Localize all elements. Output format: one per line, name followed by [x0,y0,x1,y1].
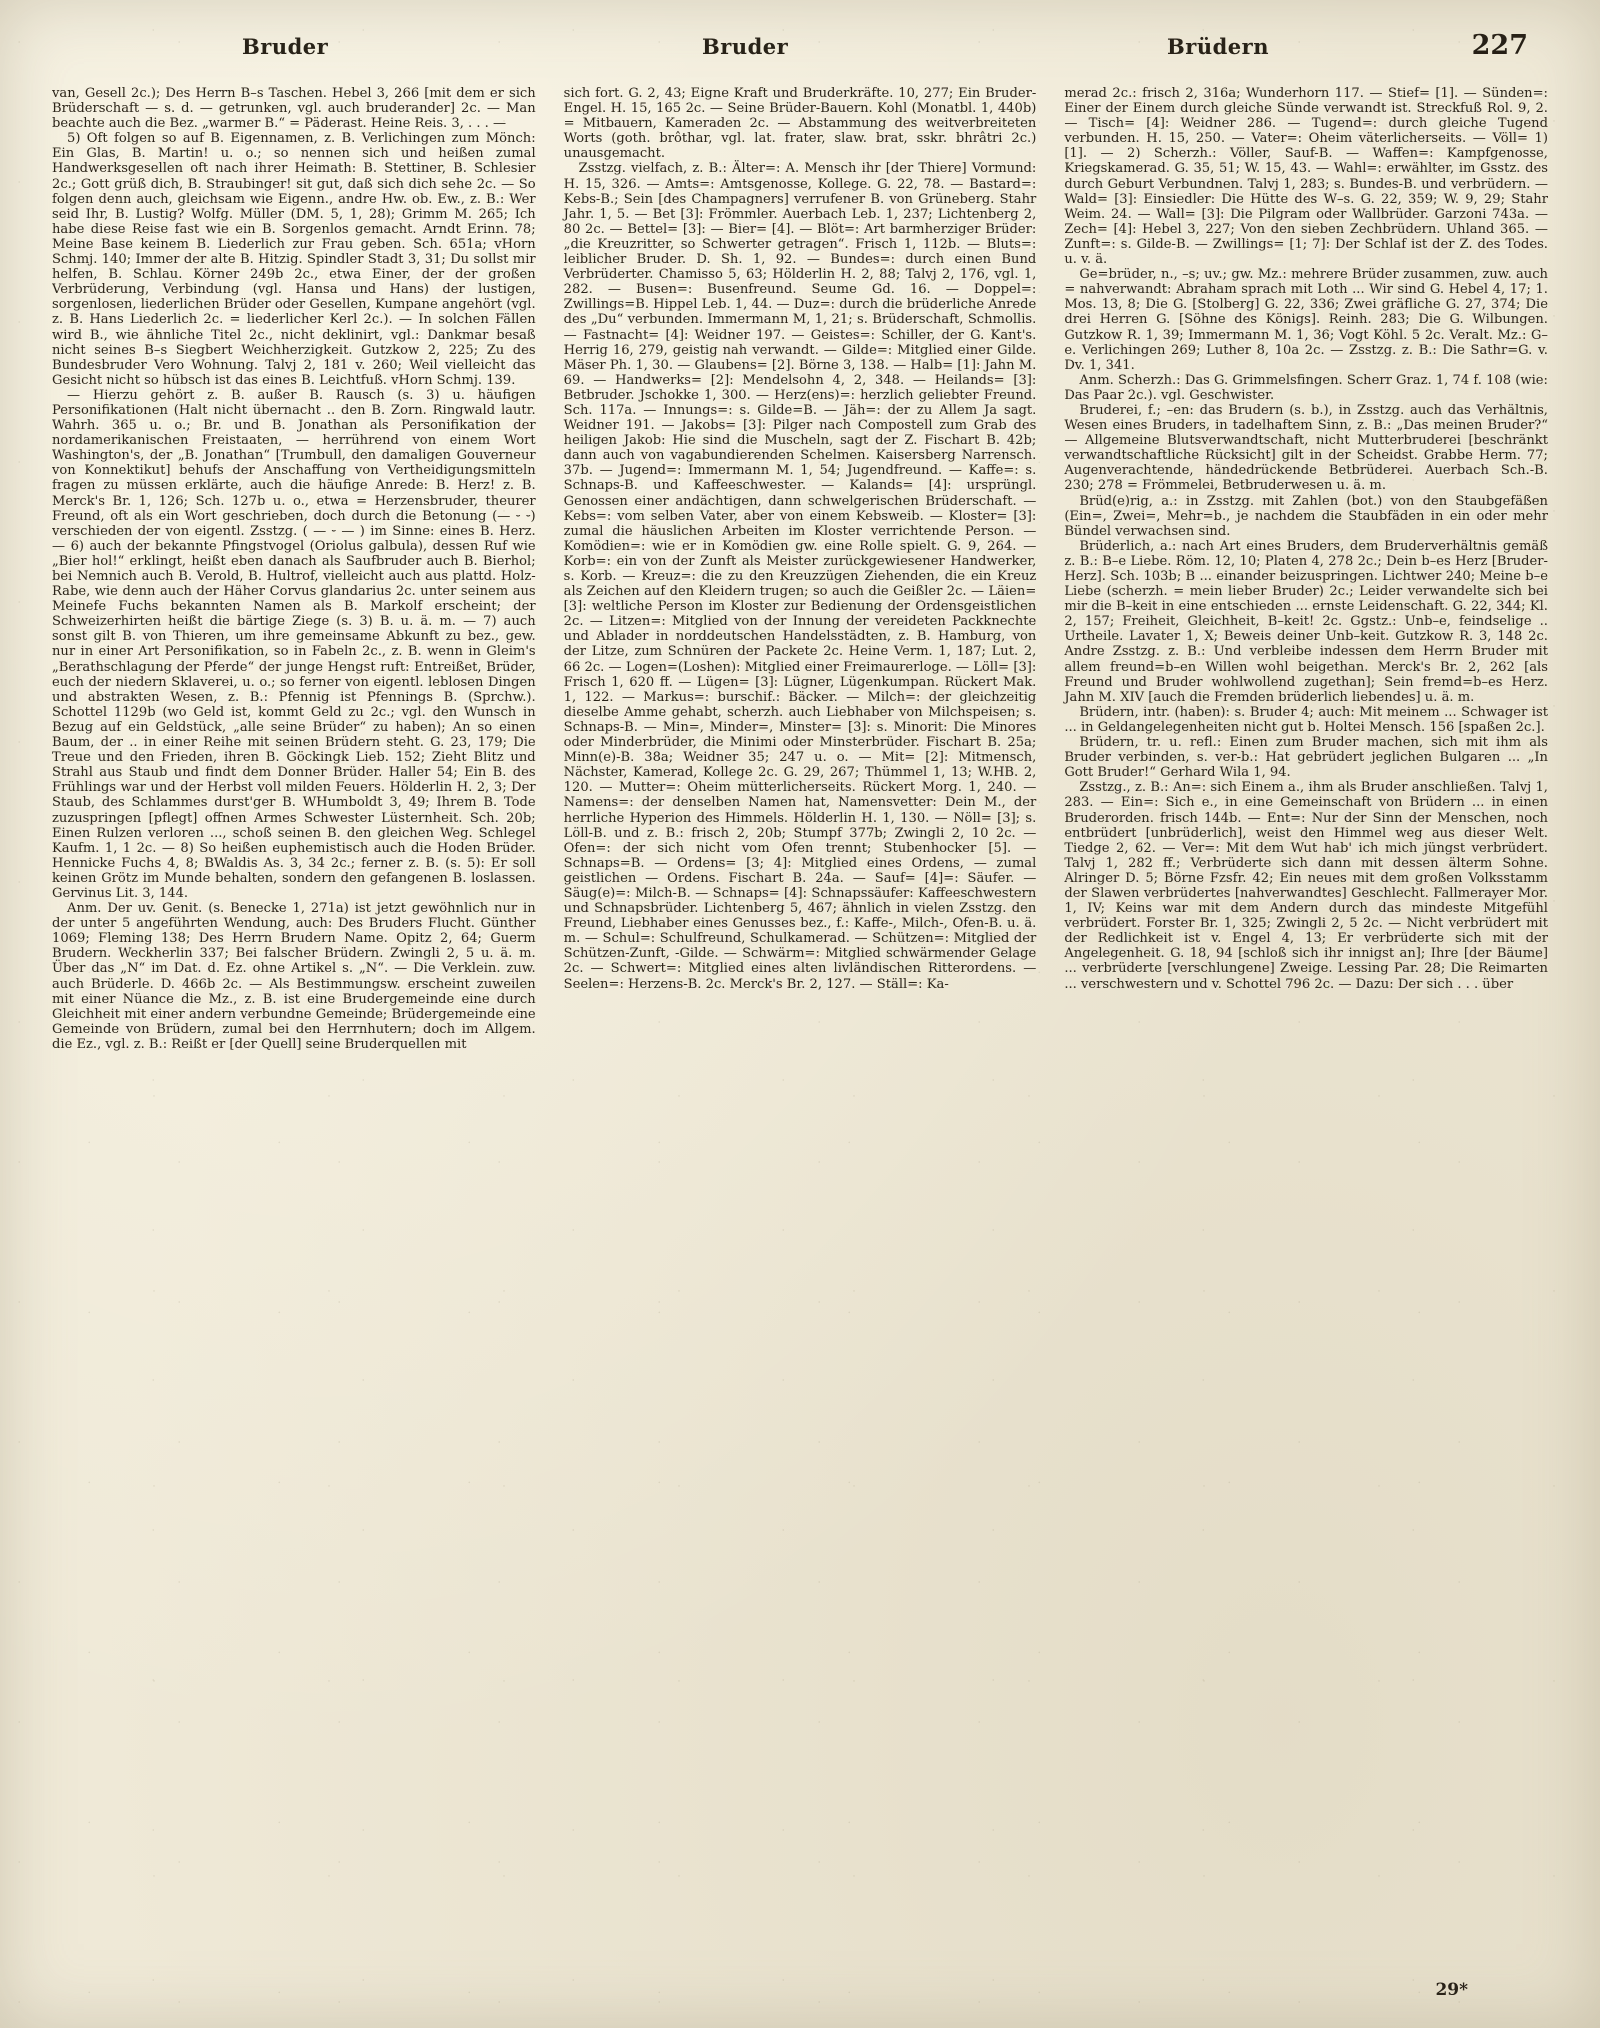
text-columns [52,86,1548,1966]
paragraph-anmerkung: Anm. Der uv. Genit. (s. Benecke 1, 271a) ist jetzt gewöhnlich nur in der unter 5 angeführten Wendung, auch: Des Bruders Flucht. Günther 1069; Fleming 138; Des Herrn Brudern Name. Opitz 2, 64; Guerm Brudern. Weckherlin 337; Bei falscher Brüdern. Zwingli 2, 5 u. ä. m. Über das „N“ im Dat. d. Ez. ohne Artikel s. „N“. — Die Verklein. zuw. auch Brüderle. D. 466b 2c. — Als Bestimmungsw. erscheint zuweilen mit einer Nüance die Mz., z. B. ist eine Brudergemeinde eine durch Gleichheit mit einer andern verbundne Gemeinde; Brüdergemeinde eine Gemeinde von Brüdern, zumal bei den Herrnhutern; doch im Allgem. die Ez., vgl. z. B.: Reißt er [der Quell] seine Bruderquellen mit [52,901,536,1052]
entry-zusammensetzungen: Zsstzg., z. B.: An=: sich Einem a., ihm als Bruder anschließen. Talvj 1, 283. — Ein=: Sich e., in eine Gemeinschaft von Brüdern ... in einen Bruderorden. frisch 144b. — Ent=: Nur der Sinn der Menschen, noch entbrüdert [unbrüderlich], weist den Himmel weg aus dieser Welt. Tiedge 2, 62. — Ver=: Mit dem Wut hab' ich mich jüngst verbrüdert. Talvj 1, 282 ff.; Verbrüderte sich dann mit dessen älterm Sohne. Alringer D. 5; Börne Fzsfr. 42; Ein neues mit dem großen Volksstamm der Slawen verbrüdertes [nahverwandtes] Geschlecht. Fallmerayer Mor. 1, IV; Keins war mit dem Andern durch das mindeste Mitgefühl verbrüdert. Forster Br. 1, 325; Zwingli 2, 5 2c. — Nicht verbrüdert mit der Redlichkeit ist v. Engel 4, 13; Er verbrüderte sich mit der Angelegenheit. G. 18, 94 [schloß sich ihr innigst an]; Ihre [der Bäume] ... verbrüderte [verschlungene] Zweige. Lessing Par. 28; Die Reimarten ... verschwestern und v. Schottel 796 2c. — Dazu: Der sich . . . über [1064,780,1548,992]
column-2 [551,86,1050,1966]
entry-gebrueder: Ge=brüder, n., –s; uv.; gw. Mz.: mehrere Brüder zusammen, zuw. auch = nahverwandt: Abraham sprach mit Loth ... Wir sind G. Hebel 4, 17; 1. Mos. 13, 8; Die G. [Stolberg] G. 22, 336; Zwei gräfliche G. 27, 374; Die drei Herren G. [Söhne des Königs]. Reinh. 283; Die G. Wilbungen. Gutzkow R. 1, 39; Immermann M. 1, 36; Vogt Köhl. 5 2c. Veralt. Mz.: G–e. Verlichingen 269; Luther 8, 10a 2c. — Zsstzg. z. B.: Die Sathr=G. v. Dv. 1, 341. [1064,267,1548,373]
column-1 [52,86,551,1966]
running-head-right: Brüdern [1167,34,1269,59]
paragraph: — Hierzu gehört z. B. außer B. Rausch (s. 3) u. häufigen Personifikationen (Halt nicht übernacht .. den B. Zorn. Ringwald lautr. Wahrh. 365 u. o.; Br. und B. Jonathan als Personifikation der nordamerikanischen Freistaaten, — herrührend von einem Wort Washington's, der „B. Jonathan“ [Trumbull, den damaligen Gouverneur von Konnektikut] behufs der Anschaffung von Vertheidigungsmitteln fragen zu müssen erklärte, auch die häufige Anrede: B. Herz! z. B. Merck's Br. 1, 126; Sch. 127b u. o., etwa = Herzensbruder, theurer Freund, oft als ein Wort geschrieben, doch durch die Betonung (— ⏑ ⏑) verschieden der von eigentl. Zsstzg. ( — ⏑ — ) im Sinne: eines B. Herz. — 6) auch der bekannte Pfingstvogel (Oriolus galbula), dessen Ruf wie „Bier hol!“ erklingt, heißt eben danach als Saufbruder auch B. Bierhol; bei Nemnich auch B. Verold, B. Hultrof, vielleicht auch aus plattd. Holz-Rabe, wie denn auch der Häher Corvus glandarius 2c. unter seinem aus Meinefe Fuchs bekannten Namen als B. Markolf erscheint; der Schweizerhirten heißt die bärtige Ziege (s. 3) B. u. ä. m. — 7) auch sonst gilt B. von Thieren, um ihre gemeinsame Abkunft zu bez., gew. nur in einer Art Personifikation, so in Fabeln 2c., z. B. wenn in Gleim's „Berathschlagung der Pferde“ der junge Hengst ruft: Entreißet, Brüder, euch der niedern Sklaverei, u. o.; so ferner von eigentl. leblosen Dingen und abstrakten Wesen, z. B.: Pfennig ist Pfennings B. (Sprchw.). Schottel 1129b (wo Geld ist, kommt Geld zu 2c.; vgl. den Wunsch in Bezug auf ein Geldstück, „alle seine Brüder“ zu haben); An so einen Baum, der .. in einer Reihe mit seinen Brüdern steht. G. 23, 179; Die Treue und den Frieden, ihren B. Göckingk Lieb. 152; Zieht Blitz und Strahl aus Staub und findt dem Donner Brüder. Haller 54; Ein B. des Frühlings war und der Herbst voll milden Feuers. Hölderlin H. 2, 3; Der Staub, des Schlammes durst'ger B. WHumboldt 3, 49; Ihrem B. Tode zuzuspringen [pflegt] offnen Armes Schwester Lüsternheit. Sch. 20b; Einen Rulzen verloren ..., schoß seinen B. den gleichen Weg. Schlegel Kaufm. 1, 1 2c. — 8) So heißen euphemistisch auch die Hoden Brüder. Hennicke Fuchs 4, 8; BWaldis As. 3, 34 2c.; ferner z. B. (s. 5): Er soll keinen Grötz im Munde behalten, sondern den gefangenen B. loslassen. Gervinus Lit. 3, 144. [52,387,536,901]
paragraph: van, Gesell 2c.); Des Herrn B–s Taschen. Hebel 3, 266 [mit dem er sich Brüderschaft — s. d. — getrunken, vgl. auch bruderander] 2c. — Man beachte auch die Bez. „warmer B.“ = Päderast. Heine Reis. 3, . . . — [52,86,536,132]
entry-bruedrig: Brüd(e)rig, a.: in Zsstzg. mit Zahlen (bot.) von den Staubgefäßen (Ein=, Zwei=, Mehr=b., je nachdem die Staubfäden in ein oder mehr Bündel verwachsen sind. [1064,493,1548,539]
column-3 [1049,86,1548,1966]
entry-bruderei: Bruderei, f.; –en: das Brudern (s. b.), in Zsstzg. auch das Verhältnis, Wesen eines Bruders, in tadelhaftem Sinn, z. B.: „Das meinen Bruder?“ — Allgemeine Blutsverwandtschaft, nicht Mutterbruderei [beschränkt verwandtschaftliche Rücksicht] gilt in der Scheidst. Grabbe Herm. 77; Augenverachtende, händedrückende Betbrüderei. Auerbach Sch.-B. 230; 278 = Frömmelei, Betbruderwesen u. ä. m. [1064,402,1548,494]
paragraph: sich fort. G. 2, 43; Eigne Kraft und Bruderkräfte. 10, 277; Ein Bruder-Engel. H. 15, 165 2c. — Seine Brüder-Bauern. Kohl (Monatbl. 1, 440b) = Mitbauern, Kameraden 2c. — Abstammung des weitverbreiteten Worts (goth. brôthar, vgl. lat. frater, slaw. brat, sskr. bhrâtri 2c.) unausgemacht. [563,86,1037,162]
paragraph-compounds-cont: merad 2c.: frisch 2, 316a; Wunderhorn 117. — Stief= [1]. — Sünden=: Einer der Einem durch gleiche Sünde verwandt ist. Streckfuß Rol. 9, 2. — Tisch= [4]: Weidner 286. — Tugend=: durch gleiche Tugend verbunden. H. 15, 250. — Vater=: Oheim väterlicherseits. — Völl= 1) [1]. — 2) Scherzh.: Völler, Sauf-B. — Waffen=: Kampfgenosse, Kriegskamerad. G. 35, 51; W. 15, 43. — Wahl=: erwählter, im Gsstz. des durch Geburt Verbundnen. Talvj 1, 283; s. Bundes-B. und verbrüdern. — Wald= [3]: Einsiedler: Die Hütte des W–s. G. 22, 359; W. 9, 29; Stahr Weim. 24. — Wall= [3]: Die Pilgram oder Wallbrüder. Garzoni 743a. — Zech= [4]: Hebel 3, 227; Von den sieben Zechbrüdern. Uhland 365. — Zunft=: s. Gilde-B. — Zwillings= [1; 7]: Der Schlaf ist der Z. des Todes. u. v. ä. [1064,86,1548,268]
paragraph: 5) Oft folgen so auf B. Eigennamen, z. B. Verlichingen zum Mönch: Ein Glas, B. Martin! u. o.; so nennen sich und heißen zumal Handwerksgesellen oft nach ihrer Heimath: B. Stettiner, B. Schlesier 2c.; Gott grüß dich, B. Straubinger! sit gut, daß sich dich sehe 2c. — So folgen denn auch, gleichsam wie Eigenn., andre Hw. ob. Ew., z. B.: Wer seid Ihr, B. Lustig? Wolfg. Müller (DM. 5, 1, 28); Grimm M. 265; Ich habe diese Reise fast wie ein B. Sorgenlos gemacht. Arndt Erinn. 78; Meine Base keinem B. Liederlich zur Frau geben. Sch. 651a; vHorn Schmj. 140; Immer der alte B. Hitzig. Spindler Stadt 3, 31; Du sollst mir helfen, B. Schlau. Körner 249b 2c., etwa Einer, der der großen Verbrüderung, Verbindung (vgl. Hansa und Hans) der lustigen, sorgenlosen, liederlichen Brüder oder Gesellen, Kumpane angehört (vgl. z. B. Hans Liederlich 2c. = liederlicher Kerl 2c.). — In solchen Fällen wird B., wie ähnliche Titel 2c., nicht deklinirt, vgl.: Dankmar besaß nicht seines B–s Siegbert Weichherzigkeit. Gutzkow 2, 225; Zu des Bundesbruder Vero Wohnung. Talvj 2, 181 v. 260; Weil vielleicht das Gesicht nicht so hübsch ist das eines B. Leichtfuß. vHorn Schmj. 139. [52,131,536,388]
page-number: 227 [1471,30,1528,61]
entry-bruedern-tr: Brüdern, tr. u. refl.: Einen zum Bruder machen, sich mit ihm als Bruder verbinden, s. ver-b.: Hat gebrüdert jeglichen Bulgaren ... „In Gott Bruder!“ Gerhard Wila 1, 94. [1064,735,1548,781]
running-head-left: Bruder [242,34,329,59]
page-header [62,30,1538,76]
running-head-center: Bruder [702,34,789,59]
paragraph-anmerkung: Anm. Scherzh.: Das G. Grimmelsfingen. Scherr Graz. 1, 74 f. 108 (wie: Das Paar 2c.). vgl. Geschwister. [1064,372,1548,403]
signature-mark: 29* [1435,1980,1468,2000]
entry-bruederlich: Brüderlich, a.: nach Art eines Bruders, dem Bruderverhältnis gemäß z. B.: B–e Liebe. Röm. 12, 10; Platen 4, 278 2c.; Dein b–es Herz [Bruder-Herz]. Sch. 103b; B ... einander beizuspringen. Lichtwer 240; Meine b–e Liebe (scherzh. = mein lieber Bruder) 2c.; Leider verwandelte sich bei mir die B–keit in eine entschieden ... ernste Leidenschaft. G. 22, 344; Kl. 2, 157; Freiheit, Gleichheit, B–keit! 2c. Ggstz.: Unb–e, feindselige .. Urtheile. Lavater 1, X; Beweis deiner Unb–keit. Gutzkow R. 3, 148 2c. Andre Zsstzg. z. B.: Und verbleibe indessen dem Herrn Bruder mit allem freund=b–en Willen wohl beigethan. Merck's Br. 2, 262 [als Freund und Bruder wohlwollend zugethan]; Sein fremd=b–es Herz. Jahn M. XIV [auch die Fremden brüderlich liebendes] u. ä. m. [1064,538,1548,705]
entry-bruedern-intr: Brüdern, intr. (haben): s. Bruder 4; auch: Mit meinem ... Schwager ist ... in Geldangelegenheiten nicht gut b. Holtei Mensch. 156 [spaßen 2c.]. [1064,704,1548,735]
paragraph-compounds: Zsstzg. vielfach, z. B.: Älter=: A. Mensch ihr [der Thiere] Vormund: H. 15, 326. — Amts=: Amtsgenosse, Kollege. G. 22, 78. — Bastard=: Kebs-B.; Sein [des Champagners] verrufener B. von Grüneberg. Stahr Jahr. 1, 5. — Bet [3]: Frömmler. Auerbach Leb. 1, 237; Lichtenberg 2, 80 2c. — Bettel= [3]: — Bier= [4]. — Blöt=: Art barmherziger Brüder: „die Kreuzritter, so Schwerter getragen“. Frisch 1, 112b. — Bluts=: leiblicher Bruder. D. Sh. 1, 92. — Bundes=: durch einen Bund Verbrüderter. Chamisso 5, 63; Hölderlin H. 2, 88; Talvj 2, 176, vgl. 1, 282. — Busen=: Busenfreund. Seume Gd. 16. — Doppel=: Zwillings=B. Hippel Leb. 1, 44. — Duz=: durch die brüderliche Anrede des „Du“ verbunden. Immermann M, 1, 21; s. Brüderschaft, Schmollis. — Fastnacht= [4]: Weidner 197. — Geistes=: Schiller, der G. Kant's. Herrig 16, 279, geistig nah verwandt. — Gilde=: Mitglied einer Gilde. Mäser Ph. 1, 30. — Glaubens= [2]. Börne 3, 138. — Halb= [1]: Jahn M. 69. — Handwerks= [2]: Mendelsohn 4, 2, 348. — Heilands= [3]: Betbruder. Jschokke 1, 300. — Herz(ens)=: herzlich geliebter Freund. Sch. 117a. — Innungs=: s. Gilde=B. — Jäh=: der zu Allem Ja sagt. Weidner 191. — Jakobs= [3]: Pilger nach Compostell zum Grab des heiligen Jakob: Hie sind die Muscheln, sagt der Z. Fischart B. 42b; dann auch von vagabundierenden Schelmen. Kaisersberg Narrensch. 37b. — Jugend=: Immermann M. 1, 54; Jugendfreund. — Kaffe=: s. Schnaps-B. und Kaffeeschwester. — Kalands= [4]: ursprüngl. Genossen einer andächtigen, dann schwelgerischen Brüderschaft. — Kebs=: vom selben Vater, aber von einem Kebsweib. — Kloster= [3]: zumal die häuslichen Arbeiten im Kloster verrichtende Person. — Komödien=: wie er in Komödien gw. eine Rolle spielt. G. 9, 264. — Korb=: ein von der Zunft als Meister zurückgewiesener Handwerker, s. Korb. — Kreuz=: die zu den Kreuzzügen Ziehenden, die ein Kreuz als Zeichen auf den Kleidern trugen; so auch die Geißler 2c. — Läien= [3]: weltliche Person im Kloster zur Bedienung der Ordensgeistlichen 2c. — Litzen=: Mitglied von der Innung der vereideten Packknechte und Ablader in norddeutschen Handelsstädten, z. B. Hamburg, von der Litze, zum Schnüren der Packete 2c. Heine Verm. 1, 187; Lut. 2, 66 2c. — Logen=(Loshen): Mitglied einer Freimaurerloge. — Löll= [3]: Frisch 1, 620 ff. — Lügen= [3]: Lügner, Lügenkumpan. Rückert Mak. 1, 122. — Markus=: burschif.: Bäcker. — Milch=: der gleichzeitig dieselbe Amme gehabt, scherzh. auch Liebhaber von Milchspeisen; s. Schnaps-B. — Min=, Minder=, Minster= [3]: s. Minorit: Die Minores oder Minderbrüder, die Minimi oder Minsterbrüder. Fischart B. 25a; Minn(e)-B. 38a; Weidner 35; 247 u. o. — Mit= [2]: Mitmensch, Nächster, Kamerad, Kollege 2c. G. 29, 267; Thümmel 1, 13; W.HB. 2, 120. — Mutter=: Oheim mütterlicherseits. Rückert Morg. 1, 240. — Namens=: der denselben Namen hat, Namensvetter: Dein M., der herrliche Hyperion des Himmels. Hölderlin H. 1, 130. — Nöll= [3]; s. Löll-B. und z. B.: frisch 2, 20b; Stumpf 377b; Zwingli 2, 10 2c. — Ofen=: der sich nicht vom Ofen trennt; Stubenhocker [5]. — Schnaps=B. — Ordens= [3; 4]: Mitglied eines Ordens, — zumal geistlichen — Ordens. Fischart B. 24a. — Sauf= [4]=: Säufer. — Säug(e)=: Milch-B. — Schnaps= [4]: Schnapssäufer: Kaffeeschwestern und Schnapsbrüder. Lichtenberg 5, 467; ähnlich in vielen Zsstzg. den Freund, Liebhaber eines Genusses bez., f.: Kaffe-, Milch-, Ofen-B. u. ä. m. — Schul=: Schulfreund, Schulkamerad. — Schützen=: Mitglied der Schützen-Zunft, -Gilde. — Schwärm=: Mitglied schwärmender Gelage 2c. — Schwert=: Mitglied eines alten livländischen Ritterordens. — Seelen=: Herzens-B. 2c. Merck's Br. 2, 127. — Ställ=: Ka- [563,161,1037,992]
